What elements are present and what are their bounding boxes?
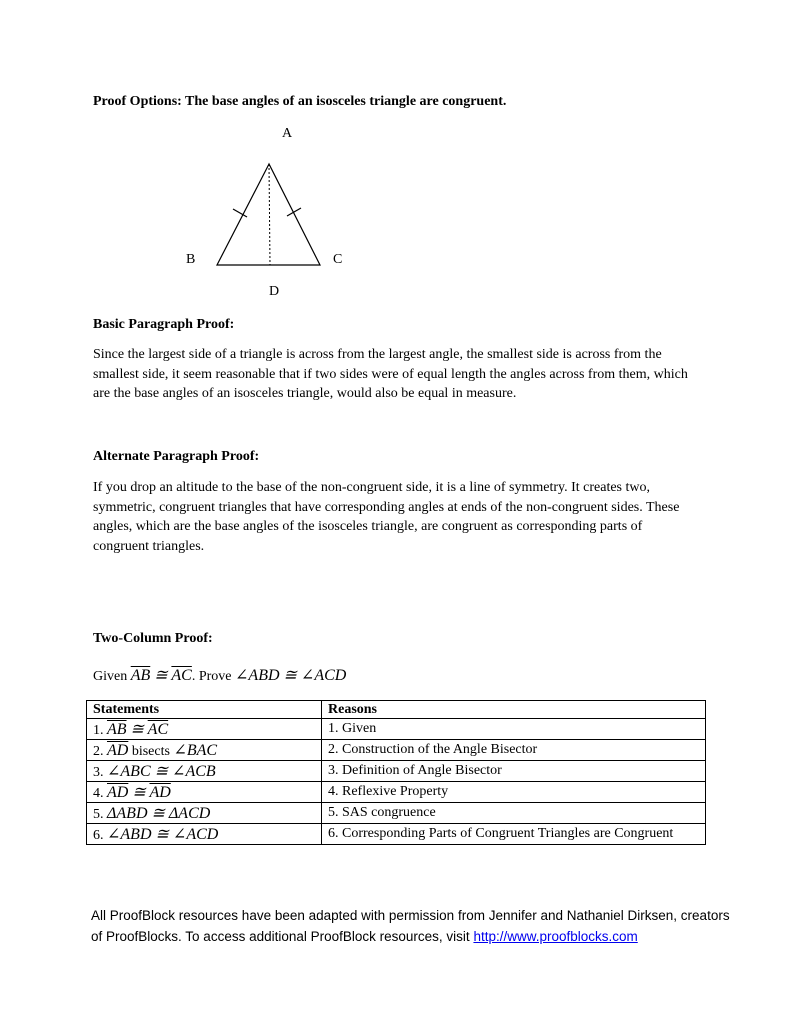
statement-cell bbox=[87, 719, 322, 740]
statement-part-b: ∠ACB bbox=[172, 763, 216, 780]
reasons-header: Reasons bbox=[322, 701, 706, 719]
basic-line: smallest side, it seem reasonable that if two sides were of equal length the angles across from them, which bbox=[93, 366, 688, 382]
statement-part-a: $\overline{AD}$ bbox=[107, 742, 129, 759]
reason-cell: 3. Definition of Angle Bisector bbox=[322, 761, 706, 782]
given-prove-line bbox=[93, 665, 346, 685]
statement-relation: ≅ bbox=[147, 805, 169, 822]
statement-part-b: ∠BAC bbox=[173, 742, 218, 759]
table-row bbox=[87, 740, 706, 761]
table-row bbox=[87, 803, 706, 824]
vertex-label-c: C bbox=[333, 252, 343, 267]
statement-number: 3. bbox=[93, 765, 107, 780]
statement-relation: ≅ bbox=[150, 763, 173, 780]
alternate-line: angles, which are the base angles of the isosceles triangle, are congruent as corresponding parts of bbox=[93, 519, 643, 534]
point-label-d: D bbox=[269, 284, 280, 299]
prove-label: . Prove bbox=[191, 669, 236, 684]
basic-line: are the base angles of an isosceles triangle, would also be equal in measure. bbox=[93, 386, 517, 401]
statement-cell bbox=[87, 740, 322, 761]
statement-relation: ≅ bbox=[126, 721, 148, 738]
prove-expression: ∠ABD ≅ ∠ACD bbox=[235, 667, 347, 684]
given-label: Given bbox=[93, 669, 128, 684]
statement-part-a: ΔABD bbox=[107, 805, 148, 822]
page-title: Proof Options: The base angles of an isosceles triangle are congruent. bbox=[93, 94, 507, 109]
proof-table bbox=[86, 700, 706, 845]
statement-relation: ≅ bbox=[128, 784, 150, 801]
statement-number: 6. bbox=[93, 828, 107, 843]
reason-cell: 1. Given bbox=[322, 719, 706, 740]
alternate-proof-heading: Alternate Paragraph Proof: bbox=[93, 449, 260, 464]
altitude-line bbox=[269, 164, 270, 265]
footer bbox=[91, 905, 730, 947]
basic-line: Since the largest side of a triangle is across from the largest angle, the smallest side is across from the bbox=[93, 347, 662, 362]
triangle-diagram bbox=[170, 120, 370, 310]
alternate-line: symmetric, congruent triangles that have corresponding angles at ends of the non-congruent sides. These bbox=[93, 499, 680, 515]
triangle-figure bbox=[170, 120, 370, 310]
reason-cell: 5. SAS congruence bbox=[322, 803, 706, 824]
table-row bbox=[87, 719, 706, 740]
statement-cell bbox=[87, 782, 322, 803]
alternate-line: congruent triangles. bbox=[93, 538, 205, 554]
statement-relation: ≅ bbox=[151, 826, 173, 843]
reason-cell: 2. Construction of the Angle Bisector bbox=[322, 740, 706, 761]
vertex-label-b: B bbox=[186, 252, 196, 267]
statement-number: 4. bbox=[93, 786, 107, 801]
given-segment-ab: $\overline{AB}$ bbox=[130, 667, 151, 684]
table-header-row bbox=[87, 701, 706, 719]
statement-part-b: ∠ACD bbox=[172, 826, 219, 843]
vertex-label-a: A bbox=[282, 126, 293, 141]
statement-part-a: ∠ABD bbox=[107, 826, 152, 843]
given-congruent: ≅ bbox=[150, 667, 172, 684]
statements-header: Statements bbox=[87, 701, 322, 719]
statement-cell bbox=[87, 803, 322, 824]
statement-part-a: ∠ABC bbox=[107, 763, 151, 780]
statement-relation: bisects bbox=[128, 744, 174, 759]
statement-part-a: $\overline{AB}$ bbox=[107, 721, 127, 738]
footer-line: All ProofBlock resources have been adapted with permission from Jennifer and Nathaniel Dirksen, creators bbox=[91, 908, 730, 923]
statement-part-a: $\overline{AD}$ bbox=[107, 784, 129, 801]
table-row bbox=[87, 824, 706, 845]
reason-cell: 6. Corresponding Parts of Congruent Triangles are Congruent bbox=[322, 824, 706, 845]
reason-cell: 4. Reflexive Property bbox=[322, 782, 706, 803]
given-segment-ac: $\overline{AC}$ bbox=[171, 667, 192, 684]
basic-proof-heading: Basic Paragraph Proof: bbox=[93, 317, 235, 332]
statement-cell bbox=[87, 824, 322, 845]
footer-text: of ProofBlocks. To access additional ProofBlock resources, visit bbox=[91, 929, 474, 944]
footer-line bbox=[91, 926, 730, 947]
two-column-heading: Two-Column Proof: bbox=[93, 631, 213, 646]
table-row bbox=[87, 782, 706, 803]
triangle-outline bbox=[217, 164, 320, 265]
statement-number: 5. bbox=[93, 807, 107, 822]
statement-part-b: $\overline{AD}$ bbox=[149, 784, 171, 801]
statement-number: 2. bbox=[93, 744, 107, 759]
statement-part-b: ΔACD bbox=[168, 805, 211, 822]
basic-proof-paragraph bbox=[93, 345, 688, 404]
statement-part-b: $\overline{AC}$ bbox=[147, 721, 169, 738]
alternate-line: If you drop an altitude to the base of the non-congruent side, it is a line of symmetry. It creates two, bbox=[93, 480, 650, 495]
table-row bbox=[87, 761, 706, 782]
proofblocks-link[interactable]: http://www.proofblocks.com bbox=[473, 929, 638, 944]
alternate-proof-paragraph bbox=[93, 478, 679, 556]
statement-cell bbox=[87, 761, 322, 782]
statement-number: 1. bbox=[93, 723, 107, 738]
